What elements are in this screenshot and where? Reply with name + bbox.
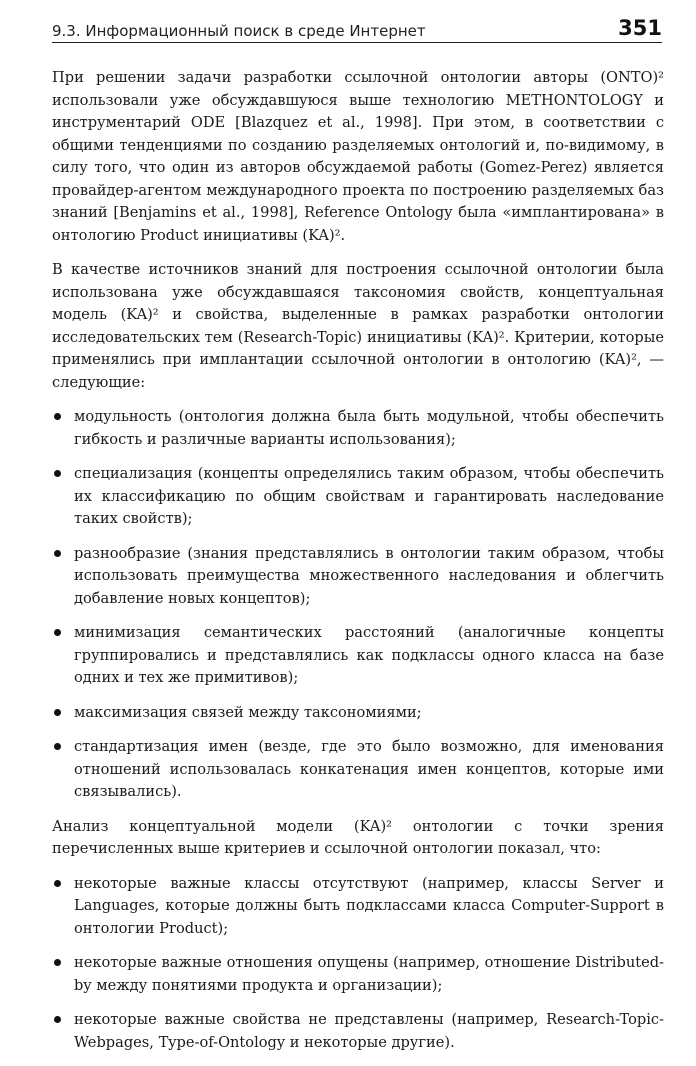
paragraph-2: В качестве источников знаний для построения ссылочной онтологии была использована уже обсуждавшаяся таксономия свойств, концептуальная модель (KA)² и свойства, выделенные в рамках разработки онтологии исследовательских тем (Research-Topic) инициативы (KA)². Критерии, которые применялись при имплантации ссылочной онтологии в онтологию (KA)², — следующие: bbox=[52, 261, 664, 391]
list-item bbox=[52, 406, 664, 451]
list-item-text: стандартизация имен (везде, где это было возможно, для именования отношений использовалась конкатенация имен концептов, которые ими связывались). bbox=[74, 738, 664, 800]
list-item-text: специализация (концепты определялись таким образом, чтобы обеспечить их классификацию по общим свойствам и гарантировать наследование таких свойств); bbox=[74, 465, 664, 527]
bullet-icon bbox=[54, 470, 61, 477]
bullet-icon bbox=[54, 743, 61, 750]
section-title: 9.3. Информационный поиск в среде Интернет bbox=[52, 22, 426, 40]
bullet-icon bbox=[54, 880, 61, 887]
bullet-icon bbox=[54, 413, 61, 420]
list-item-text: максимизация связей между таксономиями; bbox=[74, 703, 422, 721]
list-item bbox=[52, 463, 664, 531]
page-body bbox=[52, 67, 664, 1066]
criteria-list bbox=[52, 406, 664, 804]
list-item bbox=[52, 702, 664, 725]
page-number: 351 bbox=[618, 16, 662, 40]
running-header bbox=[52, 12, 662, 43]
bullet-icon bbox=[54, 959, 61, 966]
paragraph-1: При решении задачи разработки ссылочной онтологии авторы (ONTO)² использовали уже обсуждавшуюся выше технологию METHONTOLOGY и инструментарий ODE [Blazquez et al., 1998]. При этом, в соответствии с общими тенденциями по созданию разделяемых онтологий и, по-видимому, в силу того, что один из авторов обсуждаемой работы (Gomez-Perez) является провайдер-агентом международного проекта по построению разделяемых баз знаний [Benjamins et al., 1998], Reference Ontology была «имплантирована» в онтологию Product инициативы (KA)². bbox=[52, 69, 664, 244]
bullet-icon bbox=[54, 709, 61, 716]
list-item-text: минимизация семантических расстояний (аналогичные концепты группировались и представлялись как подклассы одного класса на базе одних и тех же примитивов); bbox=[74, 624, 664, 686]
list-item-text: некоторые важные классы отсутствуют (например, классы Server и Languages, которые должны быть подклассами класса Computer-Support в онтологии Product); bbox=[74, 874, 664, 937]
list-item bbox=[52, 952, 664, 997]
bullet-icon bbox=[54, 629, 61, 636]
bullet-icon bbox=[54, 1016, 61, 1023]
bullet-icon bbox=[54, 550, 61, 557]
findings-list bbox=[52, 873, 664, 1055]
list-item bbox=[52, 622, 664, 690]
list-item bbox=[52, 736, 664, 804]
list-item-text: разнообразие (знания представлялись в онтологии таким образом, чтобы использовать преимущества множественного наследования и облегчить добавление новых концептов); bbox=[74, 544, 664, 607]
list-item-text: некоторые важные отношения опущены (например, отношение Distributed-by между понятиями продукта и организации); bbox=[74, 954, 664, 994]
list-item bbox=[52, 543, 664, 611]
list-item bbox=[52, 1009, 664, 1054]
list-item-text: некоторые важные свойства не представлены (например, Research-Topic-Webpages, Type-of-Ontology и некоторые другие). bbox=[74, 1011, 664, 1051]
paragraph-3: Анализ концептуальной модели (KA)² онтологии с точки зрения перечисленных выше критериев и ссылочной онтологии показал, что: bbox=[52, 817, 664, 857]
list-item-text: модульность (онтология должна была быть модульной, чтобы обеспечить гибкость и различные варианты использования); bbox=[74, 408, 664, 448]
list-item bbox=[52, 873, 664, 941]
